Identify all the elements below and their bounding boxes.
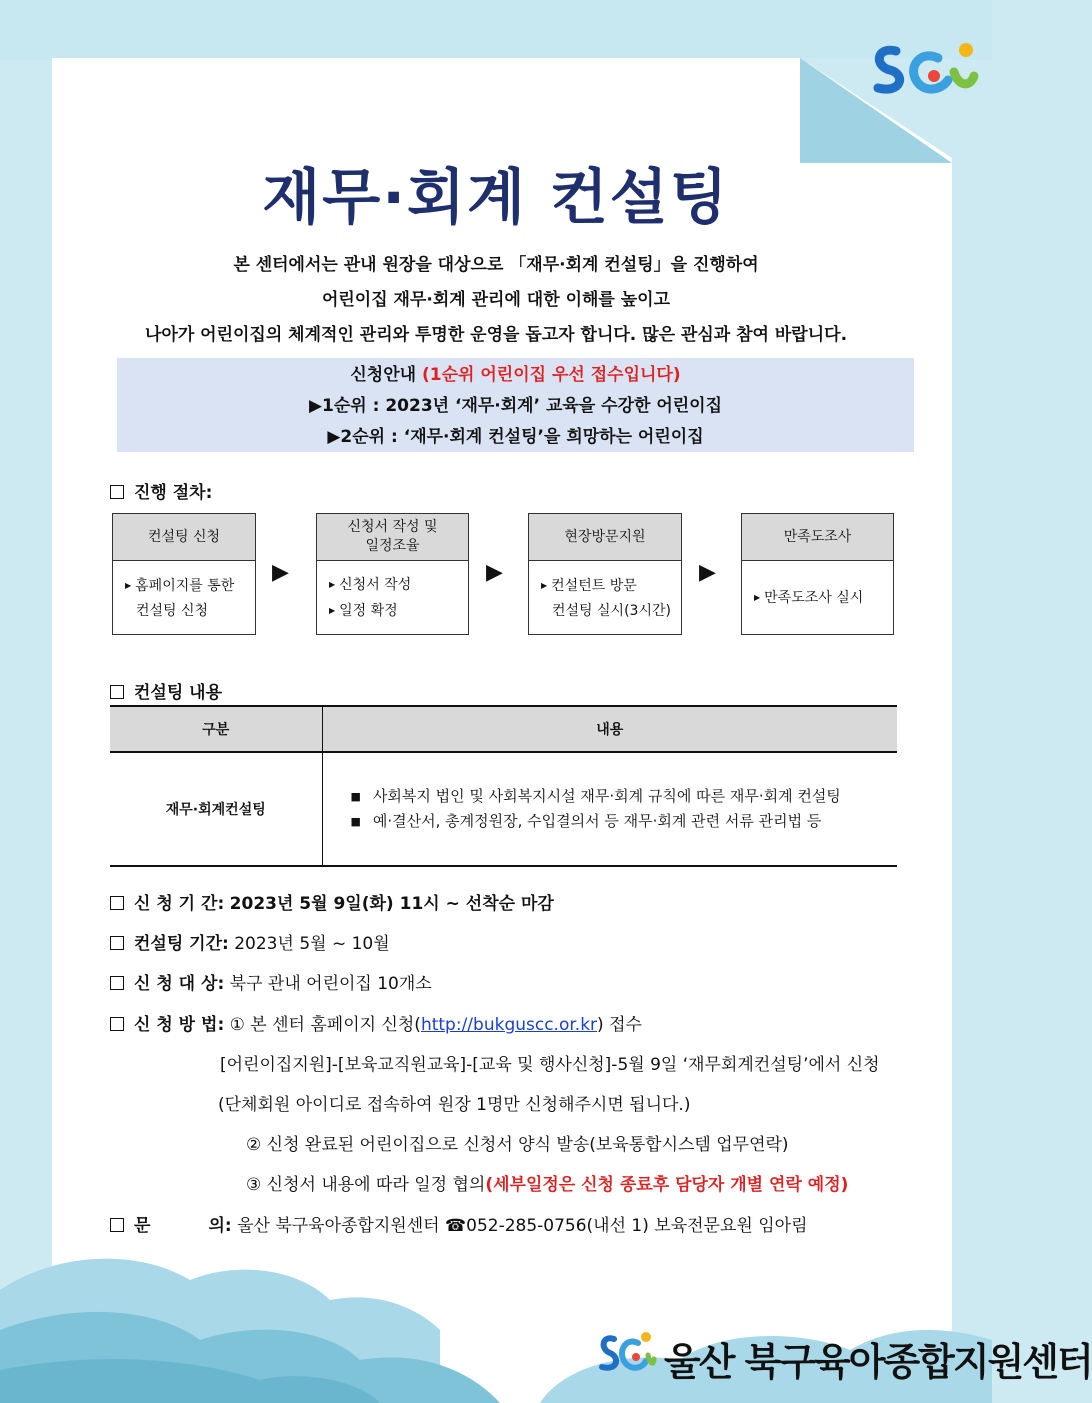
notice-label: 신청안내 <box>350 365 417 385</box>
content-heading: 컨설팅 내용 <box>110 678 222 703</box>
step-line: 컨설턴트 방문 <box>551 577 637 594</box>
bullet-square-icon: ■ <box>350 790 361 803</box>
intro-line: 본 센터에서는 관내 원장을 대상으로 「재무·회계 컨설팅」을 진행하여 <box>233 255 759 275</box>
notice-highlight: (1순위 어린이집 우선 접수입니다) <box>422 365 681 385</box>
step-line: 일정 확정 <box>339 603 398 619</box>
notice-heading <box>117 360 914 391</box>
application-target: 신 청 대 상: 북구 관내 어린이집 10개소 <box>110 969 432 994</box>
process-arrow-icon: ▶ <box>699 560 716 585</box>
process-step-4 <box>741 513 894 635</box>
intro-text <box>0 248 992 353</box>
content-item: 예·결산서, 총계정원장, 수입결의서 등 재무·회계 관련 서류 관리법 등 <box>372 812 822 830</box>
checkbox-square-icon <box>110 896 124 910</box>
background-top <box>0 0 992 60</box>
intro-line: 나아가 어린이집의 체계적인 관리와 투명한 운영을 돕고자 합니다. 많은 관심과 참여 바랍니다. <box>144 325 848 345</box>
content-table <box>110 705 897 867</box>
step-line: 만족도조사 실시 <box>764 590 864 606</box>
checkbox-square-icon <box>110 1017 124 1031</box>
center-logo-icon <box>866 36 986 106</box>
bullet-triangle-icon: ▶ <box>329 606 336 615</box>
bullet-triangle-icon: ▶ <box>541 580 548 590</box>
step-line: 홈페이지를 통한 <box>135 577 235 594</box>
step-title: 신청서 작성 및 일정조율 <box>317 514 468 561</box>
method-line-2: [어린이집지원]-[보육교직원교육]-[교육 및 행사신청]-5월 9일 ‘재무회계컨설팅’에서 신청 <box>220 1055 880 1075</box>
process-arrow-icon: ▶ <box>486 560 503 585</box>
process-step-3 <box>528 513 682 635</box>
step-title: 현장방문지원 <box>529 514 681 561</box>
application-period: 신 청 기 간: 2023년 5월 9일(화) 11시 ~ 선착순 마감 <box>110 889 554 914</box>
checkbox-square-icon <box>110 485 124 499</box>
process-step-2 <box>316 513 469 635</box>
step-line: 컨설팅 신청 <box>136 602 209 619</box>
method-line-5: ③ 신청서 내용에 따라 일정 협의(세부일정은 신청 종료후 담당자 개별 연락 예정) <box>246 1175 849 1195</box>
notice-priority-1: ▶1순위 : 2023년 ‘재무·회계’ 교육을 수강한 어린이집 <box>308 396 723 416</box>
checkbox-square-icon <box>110 685 124 699</box>
bullet-triangle-icon: ▶ <box>125 580 132 590</box>
bullet-triangle-icon: ▶ <box>329 580 336 589</box>
table-cell-category: 재무·회계컨설팅 <box>110 752 322 866</box>
table-header-category: 구분 <box>110 706 322 752</box>
step-title: 만족도조사 <box>742 514 893 561</box>
footer-org-name: 울산 북구육아종합지원센터 <box>664 1340 1092 1384</box>
bullet-square-icon: ■ <box>350 815 361 828</box>
application-method: 신 청 방 법: ① 본 센터 홈페이지 신청(http://bukguscc.or.kr) 접수 <box>110 1010 642 1035</box>
checkbox-square-icon <box>110 976 124 990</box>
bullet-triangle-icon: ▶ <box>754 593 761 602</box>
application-notice-box <box>117 358 914 452</box>
checkbox-square-icon <box>110 936 124 950</box>
process-arrow-icon: ▶ <box>272 560 289 585</box>
consulting-period: 컨설팅 기간: 2023년 5월 ~ 10월 <box>110 929 390 954</box>
table-header-content: 내용 <box>322 706 897 752</box>
intro-line: 어린이집 재무·회계 관리에 대한 이해를 높이고 <box>321 290 671 310</box>
step-line: 컨설팅 실시(3시간) <box>552 602 671 619</box>
method-line-4: ② 신청 완료된 어린이집으로 신청서 양식 발송(보육통합시스템 업무연락) <box>246 1135 789 1155</box>
table-cell-content <box>322 752 897 866</box>
homepage-link[interactable]: http://bukguscc.or.kr <box>420 1015 598 1035</box>
step-title: 컨설팅 신청 <box>113 514 255 561</box>
notice-priority-2: ▶2순위 : ‘재무·회계 컨설팅’을 희망하는 어린이집 <box>327 427 704 447</box>
process-step-1 <box>112 513 256 635</box>
step-line: 신청서 작성 <box>339 577 412 593</box>
table-row <box>110 752 897 866</box>
method-line-3: (단체회원 아이디로 접속하여 원장 1명만 신청해주시면 됩니다.) <box>218 1095 691 1115</box>
page-title: 재무·회계 컨설팅 <box>262 163 730 233</box>
content-item: 사회복지 법인 및 사회복지시설 재무·회계 규칙에 따른 재무·회계 컨설팅 <box>372 787 841 805</box>
process-heading: 진행 절차: <box>110 478 212 503</box>
contact-info: 문 의: 울산 북구육아종합지원센터 ☎052-285-0756(내선 1) 보육전문요원 임아림 <box>110 1211 808 1236</box>
footer-logo-icon <box>596 1325 656 1385</box>
checkbox-square-icon <box>110 1218 124 1232</box>
